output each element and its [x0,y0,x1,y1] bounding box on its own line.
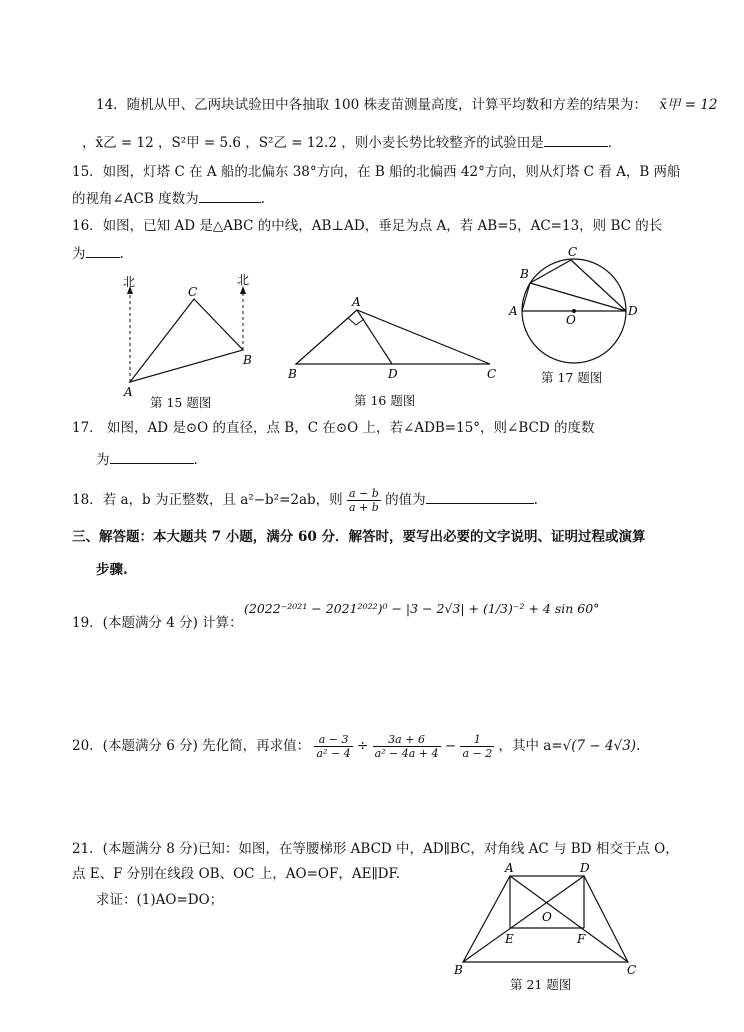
fig21-label-o: O [542,910,552,924]
fig17-caption: 第 17 题图 [541,370,603,385]
figure-17 [504,242,644,367]
q15-answer-blank[interactable] [199,189,261,203]
fig16-label-a: A [352,295,361,309]
fig21-label-b: B [454,963,463,977]
section3-heading-cont: 步骤. [96,562,128,578]
q21-line1: 21．(本题满分 8 分)已知：如图，在等腰梯形 ABCD 中，AD∥BC，对角线 AC 与 BD 相交于点 O， [72,841,679,857]
fig17-label-c: C [568,245,578,259]
q14-text: 14．随机从甲、乙两块试验田中各抽取 100 株麦苗测量高度，计算平均数和方差的结果为： [96,97,648,113]
q20-fraction-1: $\frac{a - 3}{\text{a² − 4}}$ [316,733,351,760]
fig21-diagonal-bd [463,876,584,962]
section3-heading: 三、解答题：本大题共 7 小题，满分 60 分．解答时，要写出必要的文字说明、证明过程或演算 [72,529,646,545]
fig15-label-b: B [243,353,252,367]
figure-21 [450,862,650,977]
q17-line2: 为 . [96,452,198,468]
q17-line1: 17． 如图，AD 是⊙O 的直径，点 B，C 在⊙O 上，若∠ADB=15°，则∠BCD 的度数 [72,420,595,436]
fig16-label-c: C [487,367,497,381]
fig15-north-label-b: 北 [237,273,250,287]
fig21-label-d: D [580,862,590,875]
q19-expression: (2022⁻²⁰²¹ − 2021²⁰²²)⁰ − |3 − 2√3| + (1/3)⁻² + 4 sin 60° [244,601,600,616]
q18-answer-blank[interactable] [426,490,534,504]
q20-value: √(7 − 4√3) [562,738,637,754]
fig21-label-c: C [627,963,637,977]
fig15-north-label-a: 北 [123,275,136,289]
fig17-label-o: O [566,313,576,327]
fig21-label-a: A [505,862,514,875]
q20-fraction-3: $\frac{1}{a - 2}$ [462,733,493,760]
fig16-label-d: D [388,367,398,381]
q14-mean-jia: x̄甲 = 12 [659,97,718,113]
fig17-label-b: B [520,267,529,281]
q14-line2: ，x̄乙 = 12 ，S²甲 = 5.6 ，S²乙 = 12.2 ，则小麦长势比较整齐的试验田是 ． [82,135,622,151]
q14-answer-blank[interactable] [544,133,608,147]
q14-text2: ，x̄乙 = 12 ，S²甲 = 5.6 ，S²乙 = 12.2 ，则小麦长势比较整齐的试验田是 [82,135,544,151]
fig17-chord-ab [522,283,530,311]
figure-15 [112,272,262,402]
fig21-label-e: E [505,932,514,946]
q18-line: 18．若 a，b 为正整数，且 a²−b²=2ab，则 $\frac{a - b}{a + b}$ 的值为 . [72,487,538,514]
fig16-triangle [296,310,490,364]
q16-answer-blank[interactable] [86,244,120,258]
q21-line3: 求证：(1)AO=DO； [96,892,224,908]
fig16-label-b: B [288,367,297,381]
fig15-label-c: C [188,285,198,299]
q19-label: 19．(本题满分 4 分) 计算： [72,615,243,631]
fig17-chord-bc [530,260,571,283]
fig21-caption: 第 21 题图 [510,977,572,992]
fig15-triangle [130,299,243,382]
fig21-diagonal-ac [510,876,628,962]
q21-line2: 点 E、F 分别在线段 OB、OC 上，AO=OF，AE∥DF. [72,866,401,882]
fig16-median-ad [357,310,392,364]
q17-answer-blank[interactable] [110,450,194,464]
fig15-arrow-b [240,286,246,294]
q15-line1: 15．如图，灯塔 C 在 A 船的北偏东 38°方向，在 B 船的北偏西 42°方向，则从灯塔 C 看 A，B 两船 [72,164,681,180]
figure-16 [282,292,502,382]
q18-fraction: $\frac{a - b}{a + b}$ [348,487,379,514]
q15-line2: 的视角∠ACB 度数为 . [72,191,265,207]
q14-line1 [96,96,718,114]
fig17-label-d: D [628,304,638,318]
q16-line2: 为 . [72,246,124,262]
fig15-label-a: A [124,385,133,399]
q20-fraction-2: $\frac{3a + 6}{\text{a² − 4a + 4}}$ [374,733,439,760]
q16-line1: 16．如图，已知 AD 是△ABC 的中线，AB⊥AD，垂足为点 A，若 AB=5，AC=13，则 BC 的长 [72,218,663,234]
fig16-caption: 第 16 题图 [354,393,416,408]
fig16-right-angle [348,318,364,325]
fig21-label-f: F [577,932,586,946]
q20-line: 20．(本题满分 6 分) 先化简，再求值： $\frac{a - 3}{\text{a² − 4}}$ ÷ $\frac{3a + 6}{\text{a² − 4a + 4}}$ − $\frac{1}{a - 2}$ ，其中 a=√(7 − 4√3). [72,733,641,760]
fig15-caption: 第 15 题图 [150,395,212,410]
fig17-label-a: A [509,304,518,318]
